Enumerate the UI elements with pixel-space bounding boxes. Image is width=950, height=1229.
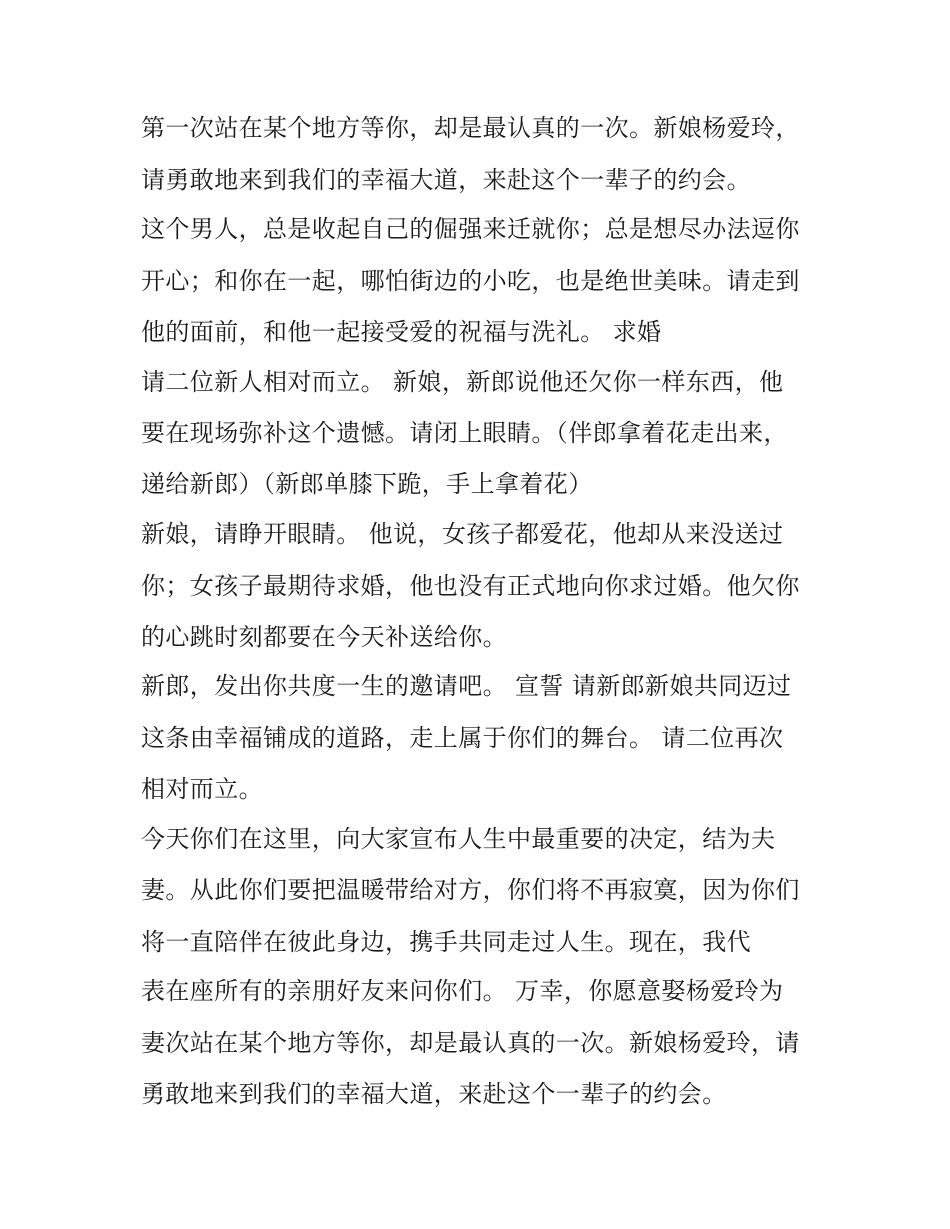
text-line: 要在现场弥补这个遗憾。请闭上眼睛。（伴郎拿着花走出来， bbox=[141, 419, 788, 447]
text-line: 新郎，发出你共度一生的邀请吧。 宣誓 请新郎新娘共同迈过 bbox=[141, 672, 792, 700]
text-line: 开心；和你在一起，哪怕街边的小吃，也是绝世美味。请走到 bbox=[141, 267, 800, 295]
text-line: 这个男人，总是收起自己的倔强来迁就你；总是想尽办法逗你 bbox=[141, 215, 800, 243]
text-line: 今天你们在这里，向大家宣布人生中最重要的决定，结为夫 bbox=[141, 825, 776, 853]
text-line: 妻次站在某个地方等你，却是最认真的一次。新娘杨爱玲，请 bbox=[141, 1029, 800, 1057]
text-line: 你；女孩子最期待求婚，他也没有正式地向你求过婚。他欠你 bbox=[141, 572, 800, 600]
text-line: 第一次站在某个地方等你，却是最认真的一次。新娘杨爱玲， bbox=[141, 114, 800, 142]
text-line: 的心跳时刻都要在今天补送给你。 bbox=[141, 623, 507, 651]
text-line: 他的面前，和他一起接受爱的祝福与洗礼。 求婚 bbox=[141, 318, 662, 346]
text-line: 这条由幸福铺成的道路，走上属于你们的舞台。 请二位再次 bbox=[141, 724, 784, 752]
text-line: 勇敢地来到我们的幸福大道，来赴这个一辈子的约会。 bbox=[141, 1080, 727, 1108]
text-line: 请二位新人相对而立。 新娘，新郎说他还欠你一样东西，他 bbox=[141, 368, 784, 396]
text-line: 妻。从此你们要把温暖带给对方，你们将不再寂寞，因为你们 bbox=[141, 876, 800, 904]
text-line: 表在座所有的亲朋好友来问你们。 万幸，你愿意娶杨爱玲为 bbox=[141, 977, 784, 1005]
text-line: 新娘，请睁开眼睛。 他说，女孩子都爱花，他却从来没送过 bbox=[141, 520, 784, 548]
text-line: 请勇敢地来到我们的幸福大道，来赴这个一辈子的约会。 bbox=[141, 166, 751, 194]
text-line: 将一直陪伴在彼此身边，携手共同走过人生。现在，我代 bbox=[141, 928, 751, 956]
text-line: 递给新郎）（新郎单膝下跪，手上拿着花） bbox=[141, 470, 593, 498]
text-line: 相对而立。 bbox=[141, 775, 263, 803]
